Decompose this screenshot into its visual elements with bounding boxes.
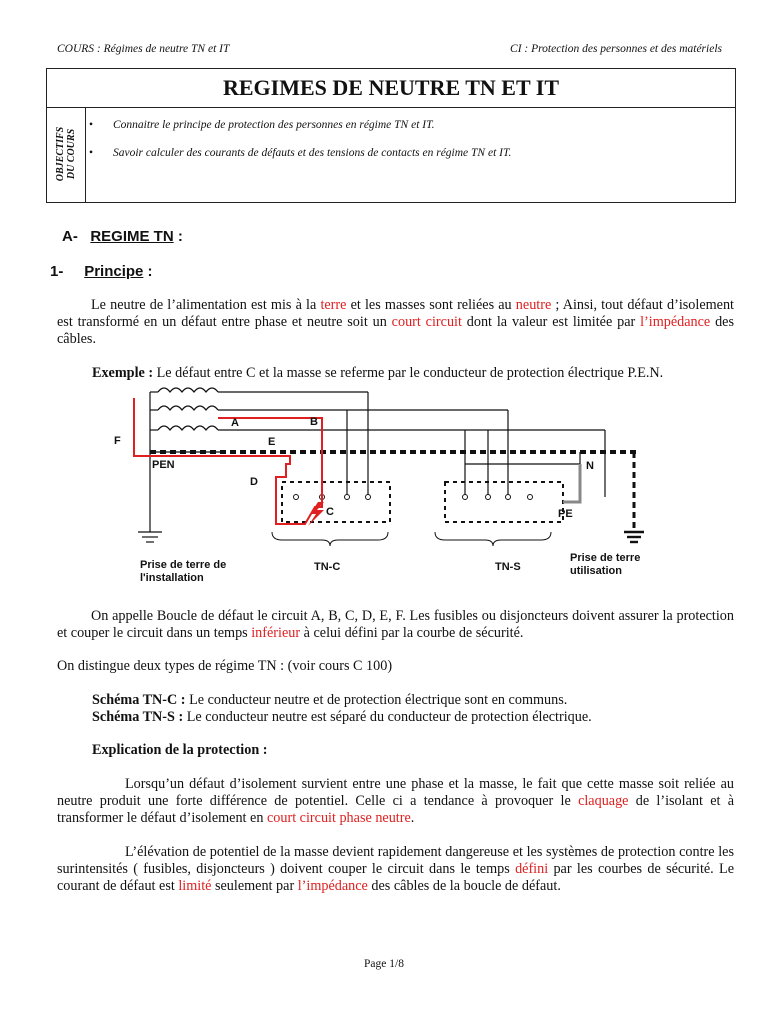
highlight-impedance-2: l’impédance [297, 878, 368, 894]
highlight-claquage: claquage [578, 793, 629, 809]
label-pe: PE [558, 508, 573, 520]
title-objectives-box [46, 68, 736, 203]
explication-paragraph-1: Lorsqu’un défaut d’isolement survient entre une phase et la masse, le fait que cette masse soit reliée au neutre produit une forte différence de potentiel. Celle ci a tendance à provoquer le claquage de l’isolant et à transformer le défaut d’isolement en court circuit phase neutre. [57, 776, 734, 826]
highlight-inferieur: inférieur [251, 625, 301, 641]
objective-item [89, 147, 511, 159]
objectives-label [55, 127, 77, 181]
schema-tns-label: Schéma TN-S : [92, 709, 184, 725]
label-n: N [586, 460, 594, 472]
section-1-number: 1- [50, 263, 64, 280]
label-d: D [250, 476, 258, 488]
label-prise-utilisation-1: Prise de terre [570, 552, 641, 564]
header-course: COURS : Régimes de neutre TN et IT [57, 43, 230, 55]
label-pen: PEN [152, 459, 175, 471]
section-a-number: A- [62, 228, 78, 245]
section-a-title: REGIME TN [90, 228, 174, 245]
section-1-suffix: : [147, 263, 153, 280]
label-tnc: TN-C [314, 561, 341, 573]
schema-tnc-line [92, 692, 732, 709]
highlight-neutre: neutre [515, 297, 552, 313]
label-b: B [310, 416, 318, 428]
section-1-heading [50, 263, 153, 280]
schema-tns-text: Le conducteur neutre est séparé du conducteur de protection électrique. [183, 709, 592, 725]
section-1-title: Principe [84, 263, 144, 280]
section-a-heading [62, 228, 183, 245]
label-c: C [326, 506, 334, 518]
highlight-terre: terre [320, 297, 347, 313]
objective-item [89, 119, 511, 131]
label-prise-installation-2: l'installation [140, 572, 204, 584]
distingue-line: On distingue deux types de régime TN : (voir cours C 100) [57, 658, 393, 674]
objective-text: Connaitre le principe de protection des personnes en régime TN et IT. [113, 119, 435, 131]
explication-heading: Explication de la protection : [92, 742, 268, 758]
label-prise-utilisation-2: utilisation [570, 565, 622, 577]
objectives-label-line2: DU COURS [66, 128, 77, 180]
exemple-text: Le défaut entre C et la masse se referme par le conducteur de protection électrique P.E.N. [153, 365, 664, 381]
bullet-icon: • [89, 119, 94, 131]
header-ci: CI : Protection des personnes et des matériels [510, 43, 722, 55]
coil-2 [158, 406, 218, 410]
highlight-impedance: l’impédance [640, 314, 711, 330]
coil-1 [158, 388, 218, 392]
label-tns: TN-S [495, 561, 521, 573]
section-a-suffix: : [177, 228, 183, 245]
exemple-line [92, 365, 742, 382]
highlight-court-circuit-phase-neutre: court circuit phase neutre [266, 810, 411, 826]
label-e: E [268, 436, 276, 448]
objectives-label-column [47, 107, 86, 202]
explication-paragraph-2: L’élévation de potentiel de la masse devient rapidement dangereuse et les systèmes de protection contre les surintensités ( fusibles, disjoncteurs ) doivent couper le circuit dans le temps défini par les courbes de sécurité. Le courant de défaut est limité seulement par l’impédance des câbles de la boucle de défaut. [57, 844, 735, 894]
exemple-label: Exemple : [92, 365, 154, 381]
label-f: F [114, 435, 121, 447]
page-title: REGIMES DE NEUTRE TN ET IT [47, 69, 735, 108]
coil-3 [158, 426, 218, 430]
objective-text: Savoir calculer des courants de défauts et des tensions de contacts en régime TN et IT. [113, 147, 512, 159]
tn-circuit-diagram [100, 382, 670, 587]
label-a: A [231, 417, 239, 429]
schema-tnc-label: Schéma TN-C : [92, 692, 186, 708]
label-prise-installation-1: Prise de terre de [140, 559, 227, 571]
objectives-list [89, 119, 511, 175]
schema-tnc-text: Le conducteur neutre et de protection électrique sont en communs. [185, 692, 568, 708]
highlight-defini: défini [515, 861, 549, 877]
bullet-icon: • [89, 147, 94, 159]
page-number: Page 1/8 [364, 958, 404, 970]
principe-paragraph: Le neutre de l’alimentation est mis à la terre et les masses sont reliées au neutre ; Ainsi, tout défaut d’isolement est transformé en un défaut entre phase et neutre soit un court circuit dont la valeur est limitée par l’impédance des câbles. [57, 297, 734, 347]
highlight-limite: limité [178, 878, 212, 894]
objectives-label-line1: OBJECTIFS [55, 126, 66, 182]
highlight-court-circuit: court circuit [391, 314, 462, 330]
boucle-paragraph: On appelle Boucle de défaut le circuit A, B, C, D, E, F. Les fusibles ou disjoncteurs doivent assurer la protection et couper le circuit dans un temps inférieur à celui défini par la courbe de sécurité. [57, 608, 734, 641]
schema-tns-line [92, 709, 732, 726]
